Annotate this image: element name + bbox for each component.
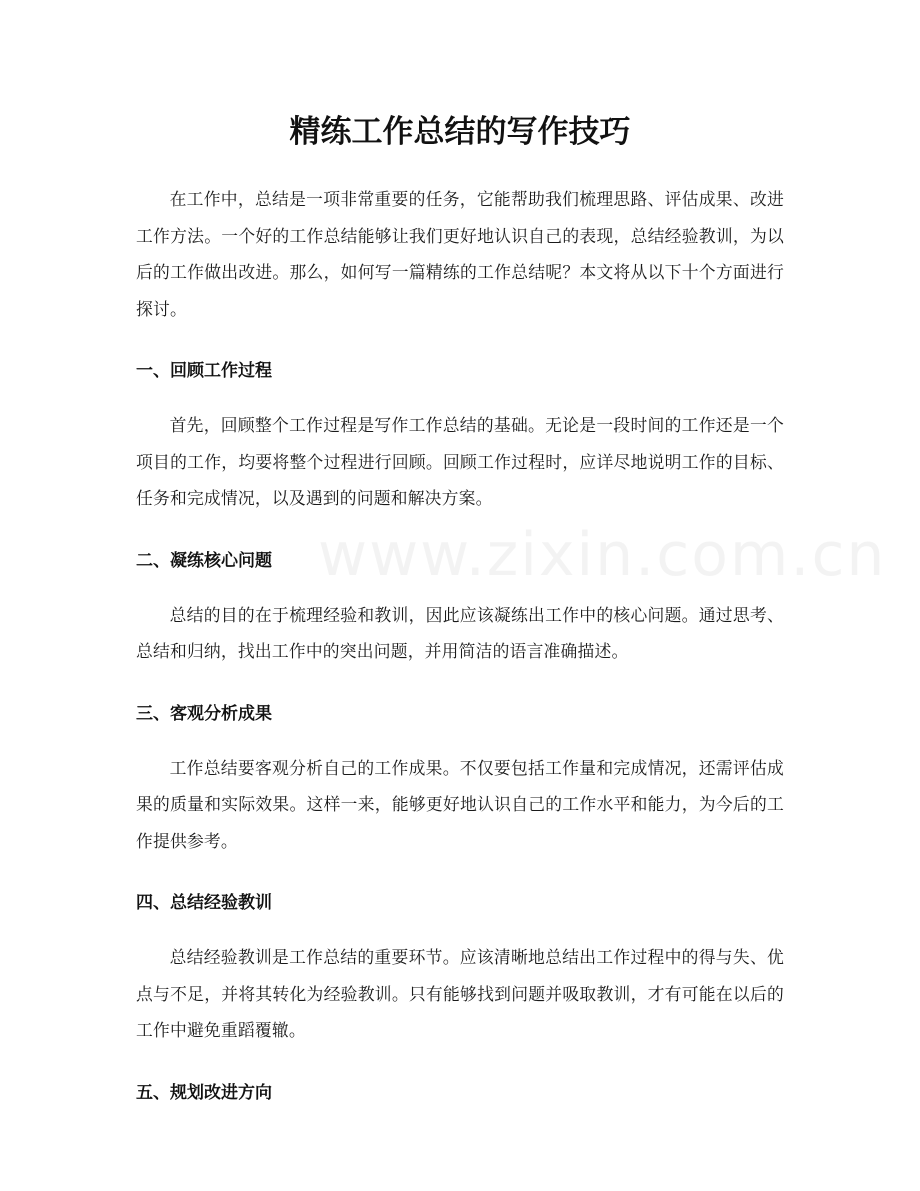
document-body (136, 181, 784, 1111)
section-paragraph-4: 总结经验教训是工作总结的重要环节。应该清晰地总结出工作过程中的得与失、优点与不足，并将其转化为经验教训。只有能够找到问题并吸取教训，才有可能在以后的工作中避免重蹈覆辙。 (136, 947, 784, 1040)
section-heading-4: 四、总结经验教训 (136, 893, 272, 913)
section-heading-5: 五、规划改进方向 (136, 1082, 272, 1103)
section-paragraph-1: 首先，回顾整个工作过程是写作工作总结的基础。无论是一段时间的工作还是一个项目的工作，均要将整个过程进行回顾。回顾工作过程时，应详尽地说明工作的目标、任务和完成情况，以及遇到的问题和解决方案。 (136, 415, 784, 508)
section-heading-3: 三、客观分析成果 (136, 703, 272, 724)
page-title: 精练工作总结的写作技巧 (289, 114, 631, 150)
section-paragraph-3: 工作总结要客观分析自己的工作成果。不仅要包括工作量和完成情况，还需评估成果的质量和实际效果。这样一来，能够更好地认识自己的工作水平和能力，为今后的工作提供参考。 (136, 757, 784, 851)
section-heading-1: 一、回顾工作过程 (136, 361, 272, 381)
intro-paragraph: 在工作中，总结是一项非常重要的任务，它能帮助我们梳理思路、评估成果、改进工作方法。一个好的工作总结能够让我们更好地认识自己的表现，总结经验教训，为以后的工作做出改进。那么，如何写一篇精练的工作总结呢？本文将从以下十个方面进行探讨。 (136, 189, 784, 319)
section-paragraph-2: 总结的目的在于梳理经验和教训，因此应该凝练出工作中的核心问题。通过思考、总结和归纳，找出工作中的突出问题，并用简洁的语言准确描述。 (136, 604, 784, 661)
watermark-text: www.zixin.com.cn (318, 520, 887, 590)
section-heading-2: 二、凝练核心问题 (136, 550, 272, 571)
